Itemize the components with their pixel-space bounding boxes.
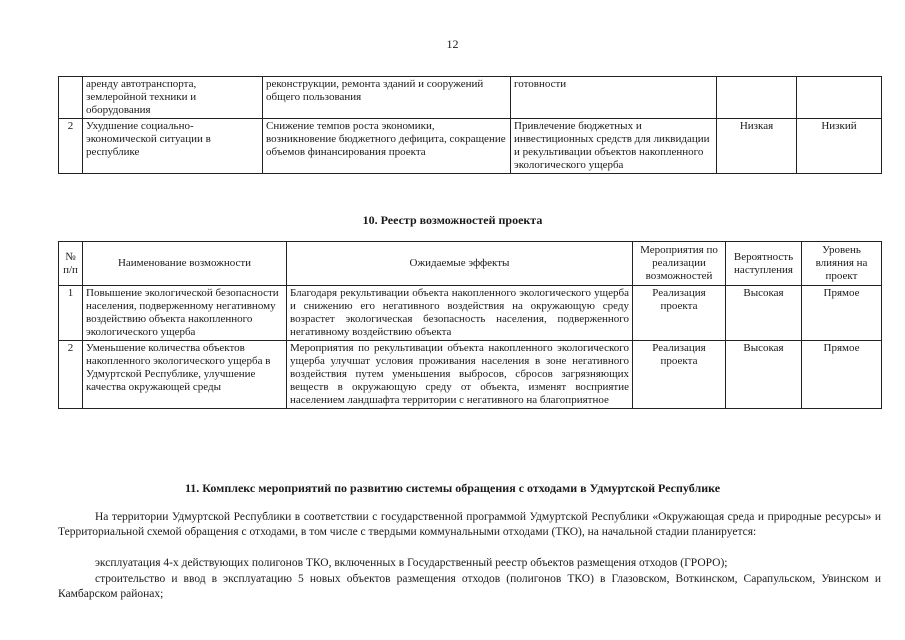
risk-consequence: Снижение темпов роста экономики, возникновение бюджетного дефицита, сокращение объемов финансирования проекта: [263, 119, 511, 174]
paragraph-item-2: строительство и ввод в эксплуатацию 5 новых объектов размещения отходов (полигонов ТКО) в Глазовском, Воткинском, Сарапульском, Увинском и Камбарском районах;: [58, 573, 881, 600]
row-number: 1: [59, 286, 83, 341]
risks-table: [58, 76, 882, 174]
risk-measures: готовности: [511, 77, 717, 119]
opportunity-level: Прямое: [802, 286, 882, 341]
row-number: 2: [59, 119, 83, 174]
row-number: [59, 77, 83, 119]
risk-consequence: реконструкции, ремонта зданий и сооружений общего пользования: [263, 77, 511, 119]
column-header-effects: Ожидаемые эффекты: [287, 242, 633, 286]
column-header-measures: Мероприятия по реализации возможностей: [633, 242, 726, 286]
opportunity-measures: Реализация проекта: [633, 341, 726, 409]
paragraph-item-1: эксплуатация 4-х действующих полигонов ТКО, включенных в Государственный реестр объектов размещения отходов (ГРОРО);: [95, 557, 728, 569]
opportunity-name: Уменьшение количества объектов накопленного экологического ущерба в Удмуртской Республике, улучшение качества окружающей среды: [83, 341, 287, 409]
paragraph-intro: На территории Удмуртской Республики в соответствии с государственной программой Удмуртской Республики «Окружающая среда и природные ресурсы» и Территориальной схемой обращения с отходами, в том числе с твердыми коммунальными отходами (ТКО), на начальной стадии планируется:: [58, 511, 881, 538]
opportunity-effects: Благодаря рекультивации объекта накопленного экологического ущерба и снижению его негативного воздействия на окружающую среду возрастет экологическая безопасность населения, подверженного негативному воздействию объекта: [287, 286, 633, 341]
section-11-title: 11. Комплекс мероприятий по развитию системы обращения с отходами в Удмуртской Республике: [184, 481, 721, 495]
opportunity-probability: Высокая: [726, 341, 802, 409]
opportunities-table: [58, 241, 882, 409]
table-row: [59, 77, 882, 119]
row-number: 2: [59, 341, 83, 409]
page-number: 12: [446, 37, 459, 51]
table-row: [59, 119, 882, 174]
risk-probability: [717, 77, 797, 119]
opportunity-effects: Мероприятия по рекультивации объекта накопленного экологического ущерба улучшат условия проживания населения в зоне негативного воздействия путем уменьшения выбросов, сбросов загрязняющих веществ в окружающую среду от объекта, изменят восприятие населением ландшафта территории с негативного на благоприятное: [287, 341, 633, 409]
opportunity-measures: Реализация проекта: [633, 286, 726, 341]
risk-level: [797, 77, 882, 119]
opportunity-probability: Высокая: [726, 286, 802, 341]
opportunity-name: Повышение экологической безопасности населения, подверженному негативному воздействию объекта накопленного экологического ущерба: [83, 286, 287, 341]
opportunity-level: Прямое: [802, 341, 882, 409]
column-header-num: № п/п: [59, 242, 83, 286]
risk-level: Низкий: [797, 119, 882, 174]
table-row: [59, 286, 882, 341]
table-header-row: [59, 242, 882, 286]
risk-probability: Низкая: [717, 119, 797, 174]
column-header-name: Наименование возможности: [83, 242, 287, 286]
risk-name: аренду автотранспорта, землеройной техники и оборудования: [83, 77, 263, 119]
section-10-title: 10. Реестр возможностей проекта: [362, 213, 543, 227]
table-row: [59, 341, 882, 409]
column-header-probability: Вероятность наступления: [726, 242, 802, 286]
risk-measures: Привлечение бюджетных и инвестиционных средств для ликвидации и рекультивации объектов накопленного экологического ущерба: [511, 119, 717, 174]
column-header-level: Уровень влияния на проект: [802, 242, 882, 286]
risk-name: Ухудшение социально-экономической ситуации в республике: [83, 119, 263, 174]
